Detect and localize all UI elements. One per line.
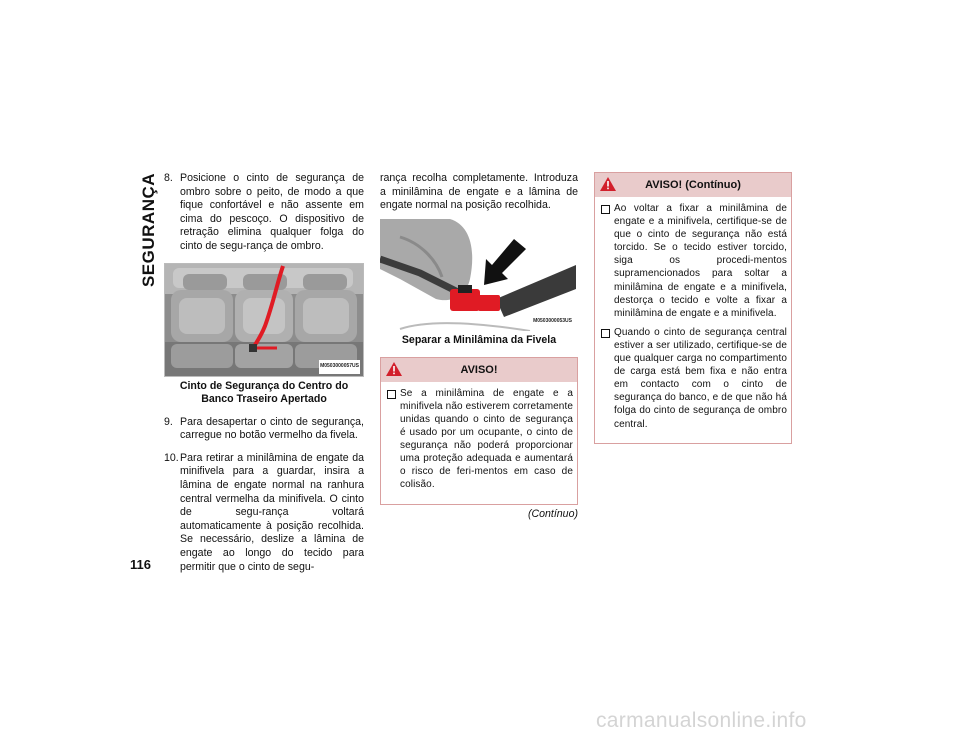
step-10 [164,452,364,574]
figure-caption: Cinto de Segurança do Centro do Banco Traseiro Apertado [179,379,349,405]
warning-text: Ao voltar a fixar a minilâmina de engate e a minifivela, certifique-se de que o cinto de segurança não está torcido. Se o tecido estiver torcido, siga os procedi-mentos supramencionados para soltar a minilâmina de engate e a minifivela, destorça o tecido e volte a fixar a minilâmina de engate e a minifivela. [614,203,787,319]
warning-text: Quando o cinto de segurança central estiver a ser utilizado, certifique-se de que qualquer carga no compartimento de carga está bem fixa e não entra em contacto com o cinto de segurança do banco, e de que não há folga do cinto de segurança de ombro central. [614,326,787,430]
figure-code: M0503000057US [319,360,360,374]
step-number: 9. [164,415,173,428]
column-1 [164,172,364,583]
warning-body [381,382,577,504]
figure-caption: Separar a Minilâmina da Fivela [401,333,557,346]
figure-rear-seat-belt [164,263,364,406]
watermark: carmanualsonline.info [596,709,807,732]
step-text: Posicione o cinto de segurança de ombro sobre o peito, de modo a que fique confortável e não assente em cima do pescoço. O dispositivo de retração elimina qualquer folga do cinto de segu-rança de ombro. [180,172,364,252]
column-2 [380,172,578,521]
checkbox-bullet-icon [601,205,610,214]
warning-title: AVISO! (Contínuo) [645,179,741,191]
warning-item [386,387,573,492]
warning-header [381,358,577,382]
step-9 [164,416,364,443]
checkbox-bullet-icon [601,329,610,338]
continued-text: rança recolha completamente. Introduza a minilâmina de engate e a lâmina de engate normal na posição recolhida. [380,172,578,212]
checkbox-bullet-icon [387,390,396,399]
section-tab-label: SEGURANÇA [139,172,158,288]
warning-item [600,202,787,320]
warning-triangle-icon [599,176,617,201]
rear-seat-image [165,264,363,376]
warning-text: Se a minilâmina de engate e a minifivela não estiverem corretamente unidas quando o cinto de segurança é usado por um ocupante, o cinto de segurança não poderá proporcionar uma proteção adequada e aumentará o risco de feri-mentos em caso de colisão. [400,387,573,491]
buckle-illustration [380,219,576,331]
step-text: Para desapertar o cinto de segurança, carregue no botão vermelho da fivela. [180,415,364,442]
figure-buckle [380,219,578,347]
page-number: 116 [130,557,151,572]
step-text: Para retirar a minilâmina de engate da minifivela para a guardar, insira a lâmina de engate normal na ranhura central vermelha da minifivela. O cinto de segu-rança voltará automaticamente à posição recolhida. Se necessário, deslize a lâmina de engate ao longo do tecido para permitir que o cinto de segu- [180,451,364,573]
continued-label: (Contínuo) [527,507,578,520]
warning-triangle-icon [385,361,403,386]
warning-header [595,173,791,197]
figure-code: M0503000053US [532,315,573,329]
buckle-image [380,219,576,331]
warning-body [595,197,791,443]
warning-item [600,326,787,431]
section-tab [136,170,162,290]
warning-title: AVISO! [460,363,498,376]
step-number: 10. [164,451,179,464]
warning-box-continued [594,172,792,444]
step-number: 8. [164,172,173,184]
column-3 [594,172,792,444]
warning-box [380,357,578,505]
rear-seat-illustration [164,263,364,377]
step-8 [164,172,364,254]
